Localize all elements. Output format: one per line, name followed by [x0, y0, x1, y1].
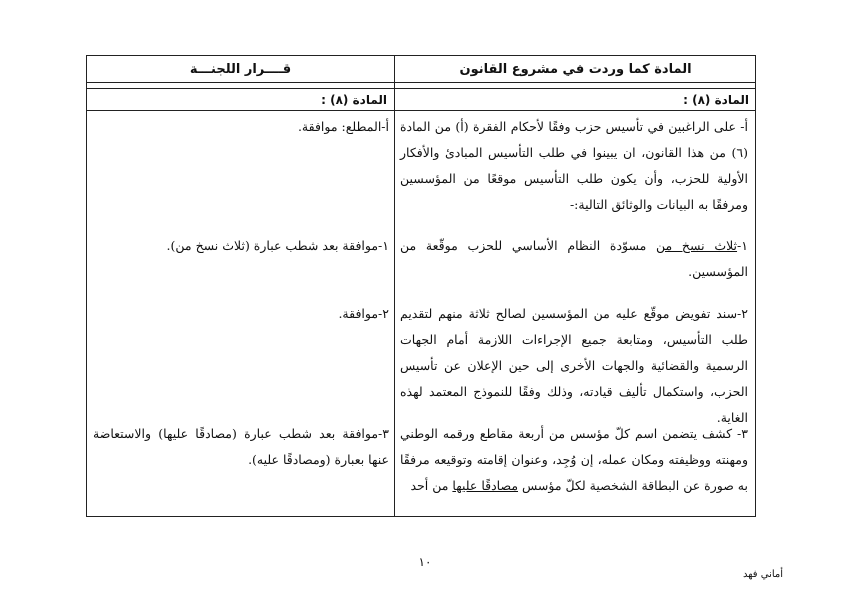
column-header-draft-law: المادة كما وردت في مشروع القانون — [459, 62, 692, 77]
draft-paragraph-a: أ- على الراغبين في تأسيس حزب وفقًا لأحكام الفقرة (أ) من المادة (٦) من هذا القانون، ان يبينوا في طلب التأسيس المبادئ والأفكار الأولية للحزب، وأن يكون طلب التأسيس موقعًا من المؤسسين ومرفقًا به البيانات والوثائق التالية:- — [400, 119, 748, 212]
decision-paragraph-a: أ-المطلع: موافقة. — [297, 119, 389, 134]
draft-item-1-underlined: ثلاث نسخ من — [656, 238, 738, 253]
decision-item-2: ٢-موافقة. — [338, 306, 389, 321]
footer-signature: أماني فهد — [742, 569, 784, 580]
draft-item-3-text: ٣- كشف يتضمن اسم كلّ مؤسس من أربعة مقاطع ورقمه الوطني ومهنته ووظيفته ومكان عمله، إن وُجِد، وعنوان إقامته وتوقيعه مرفقًا به صورة عن البطاقة الشخصية لكلّ مؤسس — [400, 426, 748, 493]
draft-item-1-number: ١- — [737, 238, 748, 253]
decision-item-1: ١-موافقة بعد شطب عبارة (ثلاث نسخ من). — [166, 238, 389, 253]
article-label-right: المادة (٨) : — [683, 93, 749, 107]
column-header-committee-decision: قــــرار اللجنـــة — [189, 62, 292, 77]
draft-item-3-underlined: مصادقًا عليها — [452, 478, 519, 493]
draft-item-3-tail: من أحد — [410, 478, 453, 493]
decision-item-3: ٣-موافقة بعد شطب عبارة (مصادقًا عليها) والاستعاضة عنها بعبارة (ومصادقًا عليه). — [93, 426, 389, 467]
draft-item-1 — [400, 233, 748, 285]
comparison-table — [86, 55, 756, 517]
article-label-left: المادة (٨) : — [321, 93, 387, 107]
draft-item-2: ٢-سند تفويض موقّع عليه من المؤسسين لصالح ثلاثة منهم لتقديم طلب التأسيس، ومتابعة جميع الإجراءات اللازمة أمام الجهات الرسمية والقضائية والجهات الأخرى إلى حين الإعلان عن تأسيس الحزب، واستكمال تأليف قيادته، وذلك وفقًا للنموذج المعتمد لهذه الغاية. — [400, 306, 748, 425]
header-rule-bottom — [87, 88, 755, 89]
header-rule-top — [87, 82, 755, 83]
page-number: ١٠ — [418, 555, 432, 569]
draft-item-3 — [400, 421, 748, 499]
draft-item-1-text: مسوّدة النظام الأساسي للحزب موقّعة من المؤسسين. — [400, 238, 748, 279]
subheader-rule — [87, 110, 755, 111]
column-divider — [394, 56, 395, 516]
